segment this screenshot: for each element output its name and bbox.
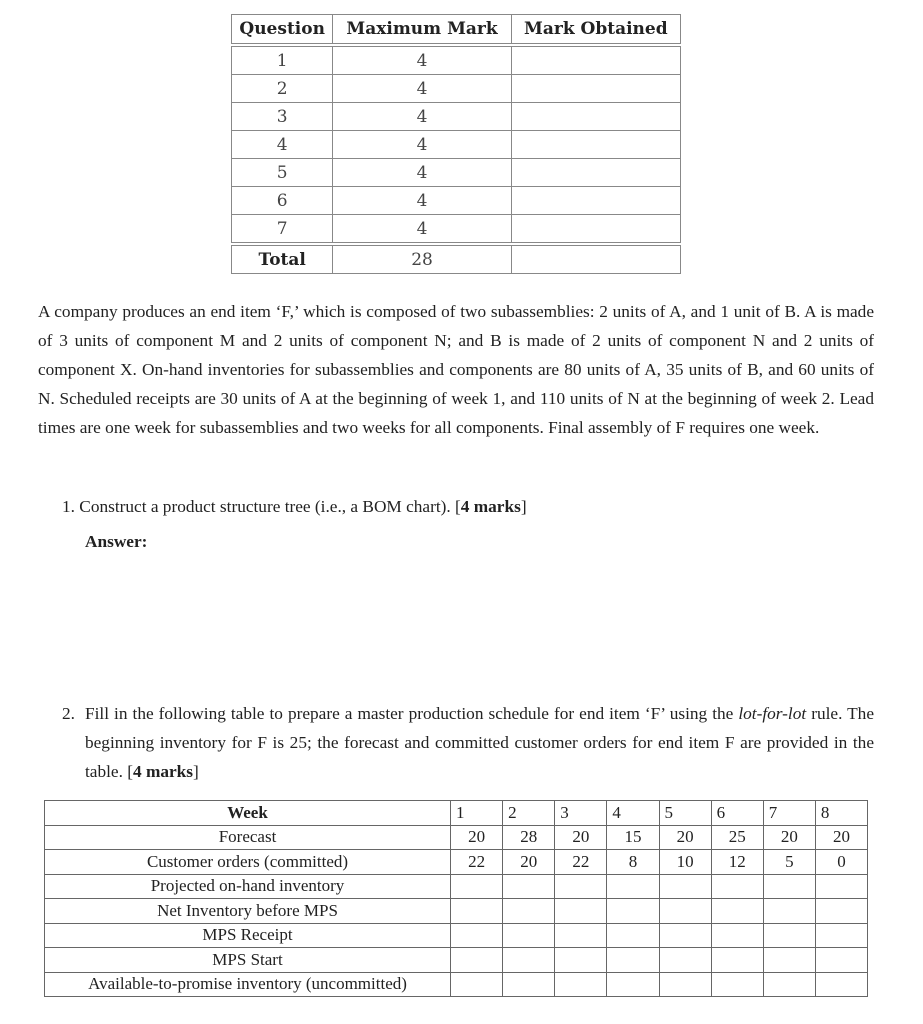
week-header: Week: [45, 801, 451, 826]
mps-cell[interactable]: [711, 899, 763, 924]
week-number: 6: [711, 801, 763, 826]
question-1-marks: 4 marks: [460, 497, 521, 516]
mps-cell[interactable]: [451, 874, 503, 899]
total-label: Total: [232, 246, 333, 274]
mps-cell: 22: [451, 850, 503, 875]
marks-row: [232, 187, 681, 215]
mark-obtained-cell[interactable]: [511, 159, 680, 187]
mps-cell: 22: [555, 850, 607, 875]
mps-header-row: [45, 801, 868, 826]
mps-cell[interactable]: [711, 948, 763, 973]
question-number: 1: [232, 47, 333, 75]
mps-cell[interactable]: [815, 923, 867, 948]
mps-row: [45, 948, 868, 973]
mps-cell[interactable]: [815, 948, 867, 973]
mps-row-label: Customer orders (committed): [45, 850, 451, 875]
week-number: 4: [607, 801, 659, 826]
week-number: 8: [815, 801, 867, 826]
problem-statement: A company produces an end item ‘F,’ which is composed of two subassemblies: 2 units of A, and 1 unit of B. A is made of 3 units of component M and 2 units of component N; and B is made of 2 units of component N and 2 units of component X. On-hand inventories for subassemblies and components are 80 units of A, 35 units of B, and 60 units of N. Scheduled receipts are 30 units of A at the beginning of week 1, and 110 units of N at the beginning of week 2. Lead times are one week for subassemblies and two weeks for all components. Final assembly of F requires one week.: [38, 302, 874, 437]
mps-cell[interactable]: [711, 874, 763, 899]
marks-row: [232, 75, 681, 103]
mps-cell[interactable]: [503, 972, 555, 997]
mps-cell[interactable]: [555, 923, 607, 948]
marks-header-row: [232, 15, 681, 44]
mps-cell[interactable]: [815, 899, 867, 924]
mps-cell[interactable]: [607, 874, 659, 899]
mps-cell: 20: [555, 825, 607, 850]
mps-cell[interactable]: [607, 923, 659, 948]
mps-cell[interactable]: [659, 972, 711, 997]
mps-row-label: MPS Start: [45, 948, 451, 973]
question-2-text-b: rule. The beginning inventory for F is 25; the forecast and committed customer orders for end item F are provided in the table. [: [85, 704, 874, 781]
question-1-text: Construct a product structure tree (i.e., a BOM chart). [: [79, 497, 461, 516]
question-2: [62, 699, 874, 786]
question-number: 3: [232, 103, 333, 131]
mps-table: [44, 800, 868, 997]
mps-cell[interactable]: [503, 899, 555, 924]
mps-cell[interactable]: [815, 972, 867, 997]
mps-row-label: Forecast: [45, 825, 451, 850]
mps-cell[interactable]: [659, 874, 711, 899]
mps-cell[interactable]: [711, 972, 763, 997]
mps-cell: 10: [659, 850, 711, 875]
mark-obtained-cell[interactable]: [511, 75, 680, 103]
mps-row-label: MPS Receipt: [45, 923, 451, 948]
maximum-mark: 4: [333, 47, 511, 75]
mps-cell[interactable]: [659, 948, 711, 973]
mps-cell[interactable]: [763, 948, 815, 973]
mps-cell: 15: [607, 825, 659, 850]
header-mark-obtained: Mark Obtained: [511, 15, 680, 44]
mps-row-label: Projected on-hand inventory: [45, 874, 451, 899]
week-number: 5: [659, 801, 711, 826]
week-number: 1: [451, 801, 503, 826]
mps-cell[interactable]: [607, 899, 659, 924]
question-number: 2: [232, 75, 333, 103]
mark-obtained-cell[interactable]: [511, 187, 680, 215]
total-max: 28: [333, 246, 511, 274]
mps-row: [45, 850, 868, 875]
mps-cell: 20: [451, 825, 503, 850]
week-number: 7: [763, 801, 815, 826]
answer-label: Answer:: [85, 532, 148, 551]
mps-cell[interactable]: [659, 899, 711, 924]
mps-cell[interactable]: [555, 899, 607, 924]
header-question: Question: [232, 15, 333, 44]
marks-row: [232, 103, 681, 131]
question-1: [62, 492, 527, 521]
question-2-number: 2.: [62, 704, 75, 723]
mps-row: [45, 923, 868, 948]
mps-cell: 25: [711, 825, 763, 850]
mps-cell[interactable]: [607, 948, 659, 973]
maximum-mark: 4: [333, 75, 511, 103]
mark-obtained-cell[interactable]: [511, 47, 680, 75]
mps-cell[interactable]: [763, 972, 815, 997]
marks-table: [231, 14, 681, 274]
mark-obtained-cell[interactable]: [511, 131, 680, 159]
maximum-mark: 4: [333, 215, 511, 243]
mps-cell: 20: [763, 825, 815, 850]
mps-cell[interactable]: [451, 948, 503, 973]
question-2-italic: lot-for-lot: [738, 704, 807, 723]
mps-cell: 20: [503, 850, 555, 875]
mps-cell[interactable]: [555, 948, 607, 973]
mps-cell: 20: [659, 825, 711, 850]
question-2-text-a: Fill in the following table to prepare a master production schedule for end item ‘F’ using the: [85, 704, 739, 723]
mps-row: [45, 874, 868, 899]
mps-cell: 20: [815, 825, 867, 850]
mps-row-label: Net Inventory before MPS: [45, 899, 451, 924]
mps-cell[interactable]: [451, 972, 503, 997]
question-number: 4: [232, 131, 333, 159]
mps-cell[interactable]: [555, 874, 607, 899]
mps-cell[interactable]: [607, 972, 659, 997]
marks-row: [232, 47, 681, 75]
mps-cell[interactable]: [555, 972, 607, 997]
mps-cell: 28: [503, 825, 555, 850]
mps-cell[interactable]: [503, 923, 555, 948]
mps-cell[interactable]: [503, 948, 555, 973]
maximum-mark: 4: [333, 103, 511, 131]
mps-cell[interactable]: [451, 923, 503, 948]
question-1-number: 1.: [62, 497, 75, 516]
mark-obtained-cell[interactable]: [511, 103, 680, 131]
mps-cell: 12: [711, 850, 763, 875]
mps-row: [45, 972, 868, 997]
marks-total-row: [232, 246, 681, 274]
mps-cell: 8: [607, 850, 659, 875]
mps-cell: 0: [815, 850, 867, 875]
question-2-marks: 4 marks: [132, 762, 193, 781]
mps-row: [45, 899, 868, 924]
week-number: 3: [555, 801, 607, 826]
mps-row: [45, 825, 868, 850]
mps-row-label: Available-to-promise inventory (uncommitted): [45, 972, 451, 997]
mps-cell[interactable]: [451, 899, 503, 924]
question-2-close: ]: [193, 762, 199, 781]
maximum-mark: 4: [333, 187, 511, 215]
mps-cell[interactable]: [711, 923, 763, 948]
maximum-mark: 4: [333, 159, 511, 187]
header-maximum-mark: Maximum Mark: [333, 15, 511, 44]
mps-cell[interactable]: [763, 899, 815, 924]
marks-row: [232, 159, 681, 187]
maximum-mark: 4: [333, 131, 511, 159]
total-obtained[interactable]: [511, 246, 680, 274]
mps-cell[interactable]: [503, 874, 555, 899]
marks-row: [232, 131, 681, 159]
mark-obtained-cell[interactable]: [511, 215, 680, 243]
mps-cell: 5: [763, 850, 815, 875]
mps-cell[interactable]: [763, 923, 815, 948]
mps-cell[interactable]: [815, 874, 867, 899]
question-number: 7: [232, 215, 333, 243]
week-number: 2: [503, 801, 555, 826]
mps-cell[interactable]: [763, 874, 815, 899]
question-1-close: ]: [520, 497, 527, 516]
question-number: 5: [232, 159, 333, 187]
mps-cell[interactable]: [659, 923, 711, 948]
question-number: 6: [232, 187, 333, 215]
marks-row: [232, 215, 681, 243]
